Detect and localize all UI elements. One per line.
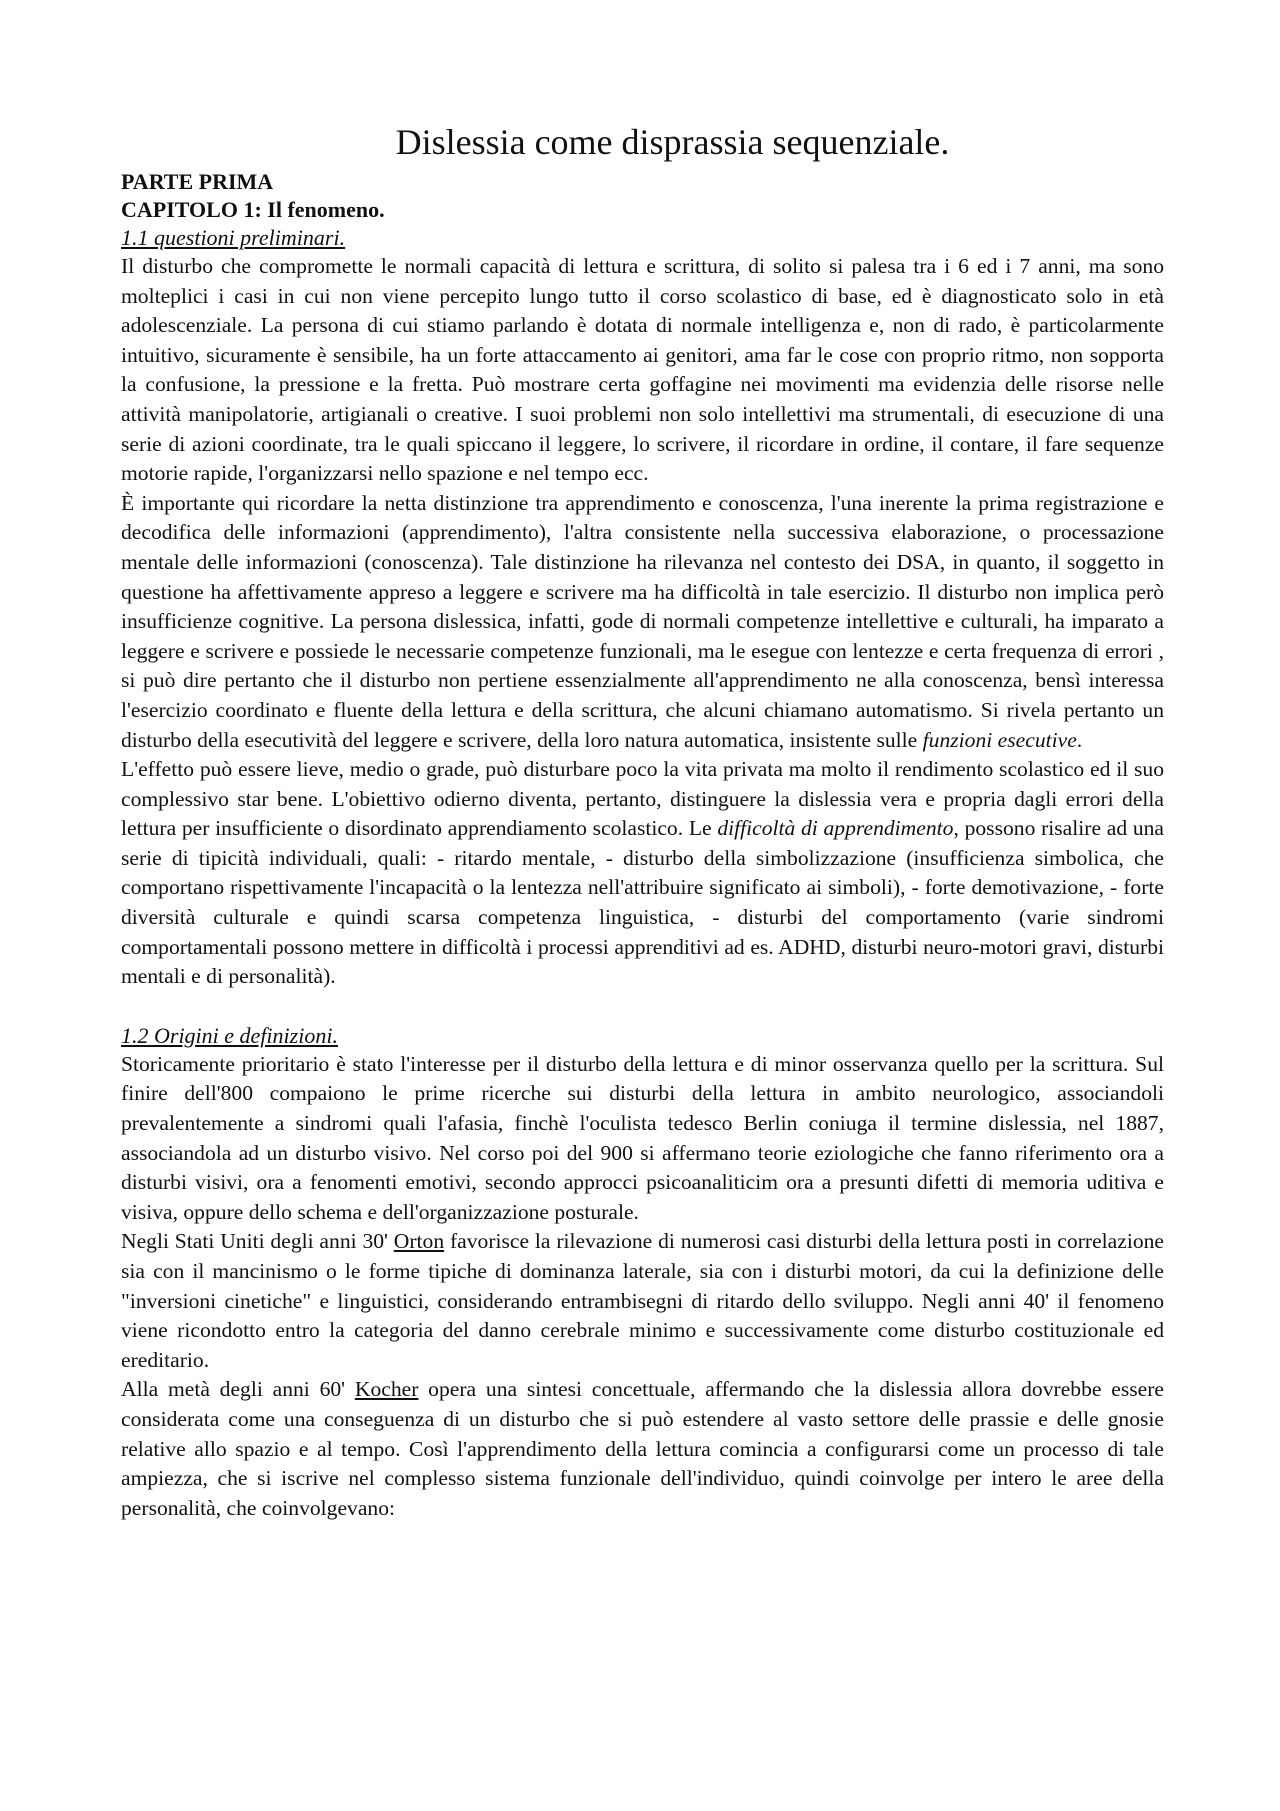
paragraph-text: È importante qui ricordare la netta distinzione tra apprendimento e conoscenza, l'una inerente la prima registrazione e decodifica delle informazioni (apprendimento), l'altra consistente nella successiva elaborazione, o processazione mentale delle informazioni (conoscenza). Tale distinzione ha rilevanza nel contesto dei DSA, in quanto, il soggetto in questione ha affettivamente appreso a leggere e scrivere ma ha difficoltà in tale esercizio. Il disturbo non implica però insufficienze cognitive. La persona dislessica, infatti, gode di normali competenze intellettive e culturali, ha imparato a leggere e scrivere e possiede le necessarie competenze funzionali, ma le esegue con lentezze e certa frequenza di errori , si può dire pertanto che il disturbo non pertiene essenzialmente all'apprendimento ne alla conoscenza, bensì interessa l'esercizio coordinato e fluente della lettura e della scrittura, che alcuni chiamano automatismo. Si rivela pertanto un disturbo della esecutività del leggere e scrivere, della loro natura automatica, insistente sulle	[121, 490, 1164, 752]
paragraph	[121, 1050, 1164, 1228]
author-name-kocher: Kocher	[354, 1377, 419, 1402]
section-spacer	[121, 992, 1164, 1022]
paragraph-text: L'effetto può essere lieve, medio o grade, può disturbare poco la vita privata ma molto il rendimento scolastico ed il suo complessivo star bene. L'obiettivo odierno diventa, pertanto, distinguere la dislessia vera e propria dagli errori della lettura per insufficiente o disordinato apprendiamento scolastico. Le	[121, 757, 1164, 841]
author-name-orton: Orton	[393, 1229, 445, 1254]
paragraph-text: Il disturbo che compromette le normali capacità di lettura e scrittura, di solito si palesa tra i 6 ed i 7 anni, ma sono molteplici i casi in cui non viene percepito lungo tutto il corso scolastico di base, ed è diagnosticato solo in età adolescenziale. La persona di cui stiamo parlando è dotata di normale intelligenza e, non di rado, è particolarmente intuitivo, sicuramente è sensibile, ha un forte attaccamento ai genitori, ama far le cose con proprio ritmo, non sopporta la confusione, la pressione e la fretta. Può mostrare certa goffagine nei movimenti ma evidenzia delle risorse nelle attività manipolatorie, artigianali o creative. I suoi problemi non solo intellettivi ma strumentali, di esecuzione di una serie di azioni coordinate, tra le quali spiccano il leggere, lo scrivere, il ricordare in ordine, il contare, il fare sequenze motorie rapide, l'organizzarsi nello spazione e nel tempo ecc.	[121, 254, 1164, 486]
emphasis-text: difficoltà di apprendimento	[717, 816, 954, 841]
paragraph	[121, 755, 1164, 992]
paragraph	[121, 1227, 1164, 1375]
paragraph	[121, 1375, 1164, 1523]
paragraph-text: favorisce la rilevazione di numerosi casi disturbi della lettura posti in correlazione sia con il mancinismo o le forme tipiche di dominanza laterale, sia con i disturbi motori, da cui la definizione delle "inversioni cinetiche" e linguistici, considerando entrambisegni di ritardo dello sviluppo. Negli anni 40' il fenomeno viene ricondotto entro la categoria del danno cerebrale minimo e successivamente come disturbo costituzionale ed ereditario.	[121, 1229, 1164, 1372]
paragraph	[121, 252, 1164, 489]
emphasis-text: funzioni esecutive	[922, 727, 1077, 752]
paragraph-text: Alla metà degli anni 60'	[121, 1377, 355, 1402]
chapter-heading: CAPITOLO 1: Il fenomeno.	[121, 197, 385, 222]
paragraph-text: Storicamente prioritario è stato l'interesse per il disturbo della lettura e di minor osservanza quello per la scrittura. Sul finire dell'800 compaiono le prime ricerche sui disturbi della lettura in ambito neurologico, associandoli prevalentemente a sindromi quali l'afasia, finchè l'oculista tedesco Berlin coniuga il termine dislessia, nel 1887, associandola ad un disturbo visivo. Nel corso poi del 900 si affermano teorie eziologiche che fanno riferimento ora a disturbi visivi, ora a fenomenti emotivi, secondo approcci psicoanaliticim ora a presunti difetti di memoria uditiva e visiva, oppure dello schema e dell'organizzazione posturale.	[121, 1051, 1164, 1224]
document-title: Dislessia come disprassia sequenziale.	[395, 122, 950, 162]
paragraph-text: Negli Stati Uniti degli anni 30'	[121, 1229, 394, 1254]
paragraph-text: opera una sintesi concettuale, affermando che la dislessia allora dovrebbe essere considerata come una conseguenza di un disturbo che si può estendere al vasto settore delle prassie e delle gnosie relative allo spazio e al tempo. Così l'apprendimento della lettura comincia a configurarsi come un processo di tale ampiezza, che si iscrive nel complesso sistema funzionale dell'individuo, quindi coinvolge per intero le aree della personalità, che coinvolgevano:	[121, 1377, 1164, 1520]
part-heading: PARTE PRIMA	[121, 169, 274, 194]
paragraph-text: , possono risalire ad una serie di tipicità individuali, quali: - ritardo mentale, - disturbo della simbolizzazione (insufficienza simbolica, che comportano rispettivamente l'incapacità o la lentezza nell'attribuire significato ai simboli), - forte demotivazione, - forte diversità culturale e quindi scarsa competenza linguistica, - disturbi del comportamento (varie sindromi comportamentali possono mettere in difficoltà i processi apprenditivi ad es. ADHD, disturbi neuro-motori gravi, disturbi mentali e di personalità).	[121, 816, 1165, 989]
paragraph	[121, 489, 1164, 755]
paragraph-text: .	[1076, 727, 1083, 752]
section-heading-1-1: 1.1 questioni preliminari.	[121, 225, 346, 250]
page-content	[121, 120, 1164, 1523]
section-heading-1-2: 1.2 Origini e definizioni.	[121, 1022, 338, 1048]
